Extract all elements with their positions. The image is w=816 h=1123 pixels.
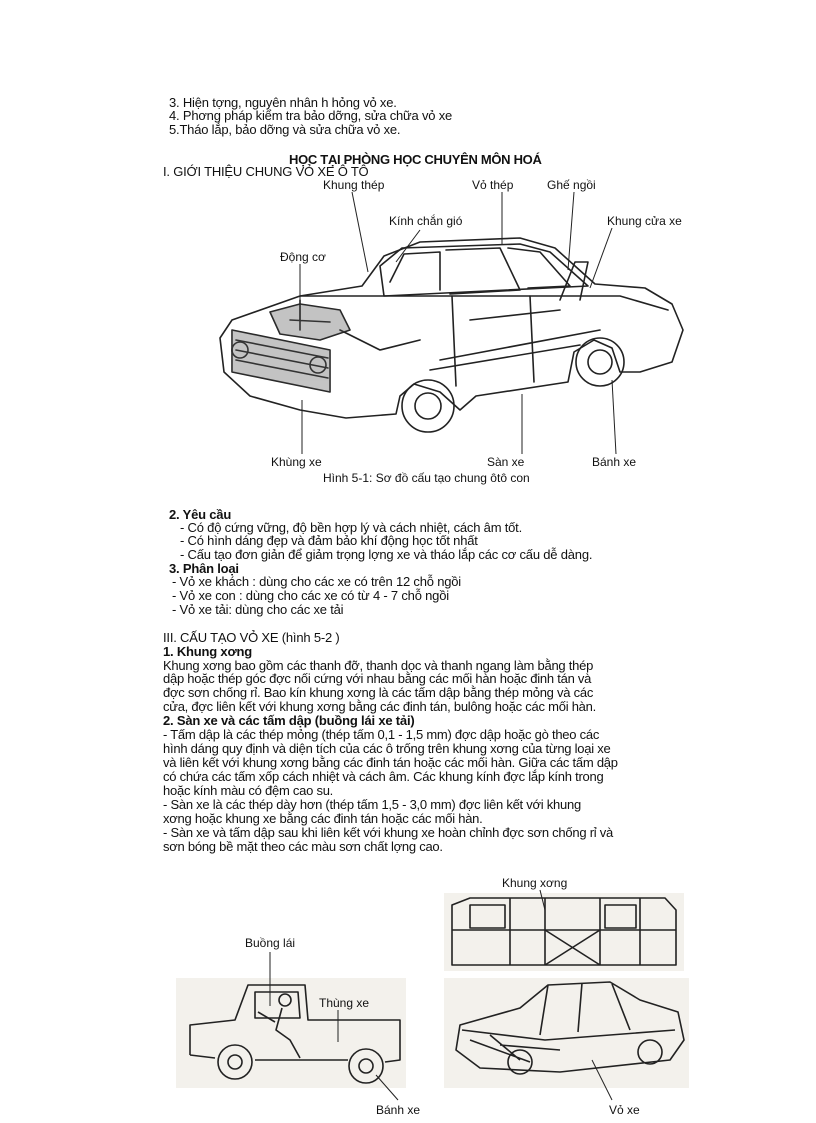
requirements-heading: 2. Yêu cầu — [169, 507, 232, 522]
requirement-item: - Có độ cứng vững, độ bền hợp lý và cách nhiệt, cách âm tốt. — [180, 520, 523, 535]
subsection-2-line: - Sàn xe là các thép dày hơn (thép tấm 1,5 - 3,0 mm) đợc liên kết với khung — [163, 797, 581, 812]
list-item-3: 3. Hiện tợng, nguyên nhân h hỏng vỏ xe. — [169, 95, 397, 110]
label-khung-thep: Khung thép — [323, 178, 385, 192]
subsection-1-line: dập hoặc thép góc đợc nối cứng với nhau bằng các mối hàn hoặc đinh tán và — [163, 671, 592, 686]
subsection-1-line: cửa, đợc liên kết với khung xơng bằng các đinh tán, bulông hoặc các mối hàn. — [163, 699, 596, 714]
subsection-1-line: Khung xơng bao gồm các thanh đỡ, thanh dọc và thanh ngang làm bằng thép — [163, 658, 594, 673]
list-item-5: 5.Tháo lắp, bảo dỡng và sửa chữa vỏ xe. — [169, 122, 401, 137]
label-banh-xe-2: Bánh xe — [376, 1103, 421, 1117]
subsection-2-line: xơng hoặc khung xe bằng các đinh tán hoặc các mối hàn. — [163, 811, 483, 826]
subsection-2-line: sơn bóng bề mặt theo các màu sơn chất lợng cao. — [163, 839, 443, 854]
classification-item: - Vỏ xe khách : dùng cho các xe có trên 12 chỗ ngồi — [172, 574, 461, 589]
label-khung-xuong: Khung xơng — [502, 876, 568, 890]
label-khung-cua-xe: Khung cửa xe — [607, 214, 682, 228]
label-vo-thep: Vỏ thép — [472, 178, 514, 192]
subsection-2-title: 2. Sàn xe và các tấm dập (buồng lái xe tải) — [163, 713, 415, 728]
subsection-2-line: và liên kết với khung xơng bằng các đinh tán hoặc các mối hàn. Giữa các tấm dập — [163, 755, 618, 770]
subsection-2-line: - Tấm dập là các thép mỏng (thép tấm 0,1 - 1,5 mm) đợc dập hoặc gò theo các — [163, 727, 600, 742]
classification-item: - Vỏ xe tải: dùng cho các xe tải — [172, 602, 344, 617]
section-1-heading: I. GIỚI THIỆU CHUNG VỎ XE Ô TÔ — [163, 164, 369, 179]
label-vo-xe: Vỏ xe — [609, 1103, 640, 1117]
figure-1-caption: Hình 5-1: Sơ đồ cấu tạo chung ôtô con — [323, 471, 530, 485]
label-san-xe: Sàn xe — [487, 455, 525, 469]
subsection-2-line: hình dáng quy định và diện tích của các ô trống trên khung xơng của từng loại xe — [163, 741, 611, 756]
requirement-item: - Có hình dáng đẹp và đảm bảo khí động học tốt nhất — [180, 533, 478, 548]
label-dong-co: Động cơ — [280, 250, 326, 264]
section-3-figure-ref: (hình 5-2 ) — [278, 630, 340, 645]
banner-title: HỌC TẠI PHÒNG HỌC CHUYÊN MÔN HOÁ — [289, 152, 542, 167]
label-ghe-ngoi: Ghế ngồi — [547, 178, 596, 192]
label-kinh-chan-gio: Kính chắn gió — [389, 214, 463, 228]
label-banh-xe: Bánh xe — [592, 455, 637, 469]
subsection-2-line: - Sàn xe và tấm dập sau khi liên kết với khung xe hoàn chỉnh đợc sơn chống rỉ và — [163, 825, 613, 840]
section-3-title: III. CẤU TẠO VỎ XE — [163, 630, 279, 645]
list-item-4: 4. Phơng pháp kiểm tra bảo dỡng, sửa chữa vỏ xe — [169, 108, 453, 123]
classification-heading: 3. Phân loại — [169, 561, 239, 576]
classification-item: - Vỏ xe con : dùng cho các xe có từ 4 - 7 chỗ ngồi — [172, 588, 449, 603]
subsection-1-title: 1. Khung xơng — [163, 644, 252, 659]
subsection-2-line: có chứa các tấm xốp cách nhiệt và cách âm. Các khung kính đợc lắp kính trong — [163, 769, 604, 784]
label-thung-xe: Thùng xe — [319, 996, 370, 1010]
requirement-item: - Cấu tạo đơn giản để giảm trọng lợng xe và tháo lắp các cơ cấu dễ dàng. — [180, 547, 593, 562]
subsection-1-line: đợc sơn chống rỉ. Bao kín khung xơng là các tấm dập bằng thép mỏng và các — [163, 685, 594, 700]
subsection-2-line: hoặc kính màu có đệm cao su. — [163, 783, 334, 798]
label-khung-xe: Khùng xe — [271, 455, 322, 469]
label-buong-lai: Buồng lái — [245, 936, 296, 950]
